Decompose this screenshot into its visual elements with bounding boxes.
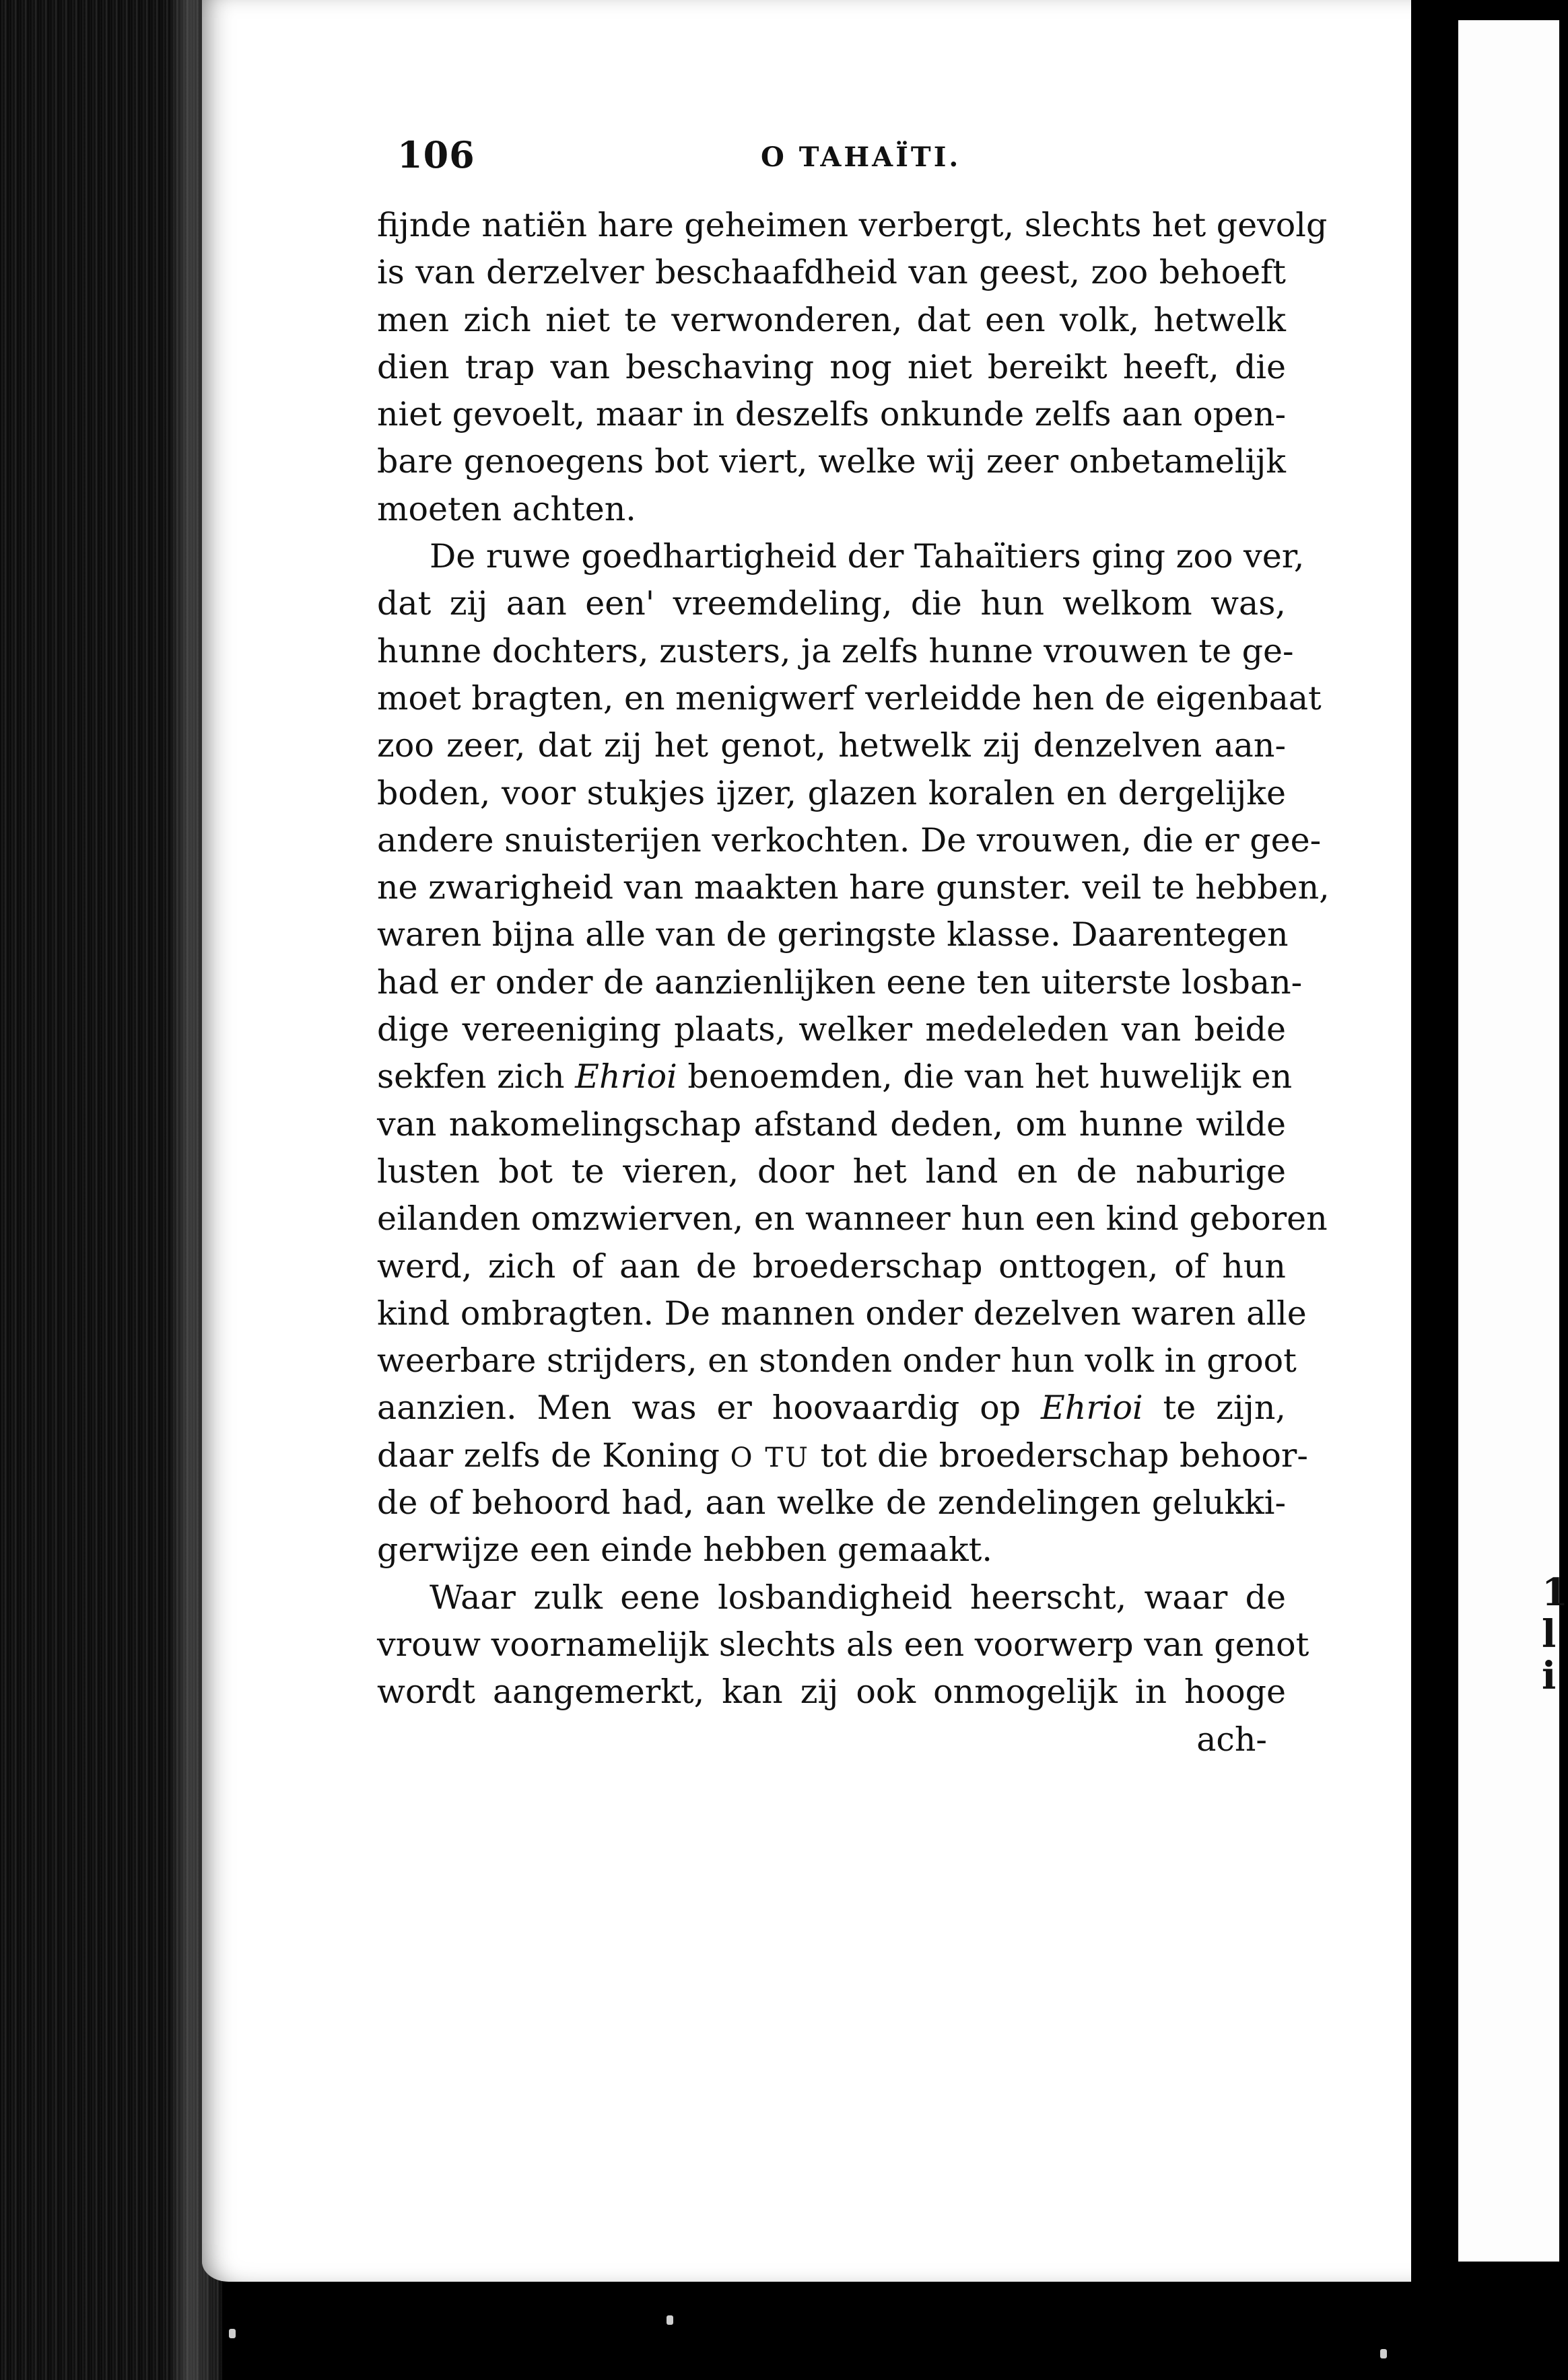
- text-line: andere snuisterijen verkochten. De vrouwen, die er gee-: [377, 820, 1322, 860]
- text-line: wordt aangemerkt, kan zij ook onmogelijk in hooge: [377, 1673, 1286, 1712]
- text-line: niet gevoelt, maar in deszelfs onkunde zelfs aan open-: [377, 395, 1286, 434]
- text-line: van nakomelingschap afstand deden, om hunne wilde: [377, 1105, 1286, 1144]
- text-line: dat zij aan een' vreemdeling, die hun welkom was,: [377, 584, 1286, 623]
- text-line: bare genoegens bot viert, welke wij zeer onbetamelijk: [377, 442, 1286, 481]
- text-line: de of behoord had, aan welke de zendelingen gelukki-: [377, 1483, 1286, 1523]
- text-line: hunne dochters, zusters, ja zelfs hunne vrouwen te ge-: [377, 631, 1294, 670]
- dust-speck: [1380, 2349, 1387, 2358]
- text-line: weerbare strijders, en stonden onder hun volk in groot: [377, 1341, 1297, 1380]
- text-line: eilanden omzwierven, en wanneer hun een kind geboren: [377, 1199, 1328, 1238]
- next-page-char: i: [1542, 1654, 1557, 1698]
- next-page-fragment: [1542, 1570, 1568, 1698]
- next-page-char: l: [1542, 1612, 1557, 1656]
- next-page-char: 1: [1542, 1570, 1568, 1615]
- text-line: ne zwarigheid van maakten hare gunster. veil te hebben,: [377, 868, 1330, 907]
- text-line: vrouw voornamelijk slechts als een voorwerp van genot: [377, 1625, 1309, 1664]
- catchword: ach-: [1196, 1720, 1267, 1759]
- italic-term: Ehrioi: [1041, 1389, 1143, 1428]
- text-line: werd, zich of aan de broederschap onttogen, of hun: [377, 1247, 1286, 1286]
- text-line: lusten bot te vieren, door het land en de naburige: [377, 1152, 1286, 1191]
- text-line: zoo zeer, dat zij het genot, hetwelk zij denzelven aan-: [377, 726, 1286, 765]
- text-line: men zich niet te verwonderen, dat een volk, hetwelk: [377, 300, 1286, 339]
- text-line: moeten achten.: [377, 489, 636, 528]
- text-line: boden, voor stukjes ijzer, glazen koralen en dergelijke: [377, 773, 1286, 812]
- text-line: moet bragten, en menigwerf verleidde hen de eigenbaat: [377, 678, 1322, 718]
- italic-term: Ehrioi: [575, 1057, 677, 1096]
- dust-speck: [667, 2315, 673, 2325]
- paragraph-first-line: De ruwe goedhartigheid der Tahaïtiers ging zoo ver,: [430, 537, 1305, 576]
- body-text: [377, 202, 1330, 1763]
- text-line: waren bijna alle van de geringste klasse. Daarentegen: [377, 915, 1289, 954]
- text-line: gerwijze een einde hebben gemaakt.: [377, 1531, 992, 1570]
- dust-speck: [229, 2329, 236, 2338]
- text-line: daar zelfs de Koning O TU tot die broederschap behoor-: [377, 1436, 1308, 1475]
- paragraph-first-line: Waar zulk eene losbandigheid heerscht, waar de: [430, 1578, 1286, 1617]
- page-header: [397, 133, 1286, 187]
- text-line: kind ombragten. De mannen onder dezelven waren alle: [377, 1294, 1307, 1333]
- text-line: dige vereeniging plaats, welker medeleden van beide: [377, 1010, 1286, 1049]
- text-line: is van derzelver beschaafdheid van geest, zoo behoeft: [377, 253, 1286, 292]
- page-gutter: [1411, 0, 1458, 2380]
- text-line: aanzien. Men was er hoovaardig op Ehrioi te zijn,: [377, 1389, 1286, 1428]
- text-line: had er onder de aanzienlijken eene ten uiterste losban-: [377, 963, 1303, 1002]
- text-line: fijnde natiën hare geheimen verbergt, slechts het gevolg: [377, 206, 1328, 244]
- next-page-edge: [1458, 20, 1568, 2262]
- page-number: 106: [397, 133, 475, 176]
- text-line: sekfen zich Ehrioi benoemden, die van het huwelijk en: [377, 1057, 1293, 1096]
- running-title: O TAHAÏTI.: [761, 141, 961, 173]
- text-line: dien trap van beschaving nog niet bereikt heeft, die: [377, 347, 1286, 386]
- page-bottom-edge: [202, 2288, 1414, 2380]
- small-caps-name: O TU: [730, 1442, 810, 1473]
